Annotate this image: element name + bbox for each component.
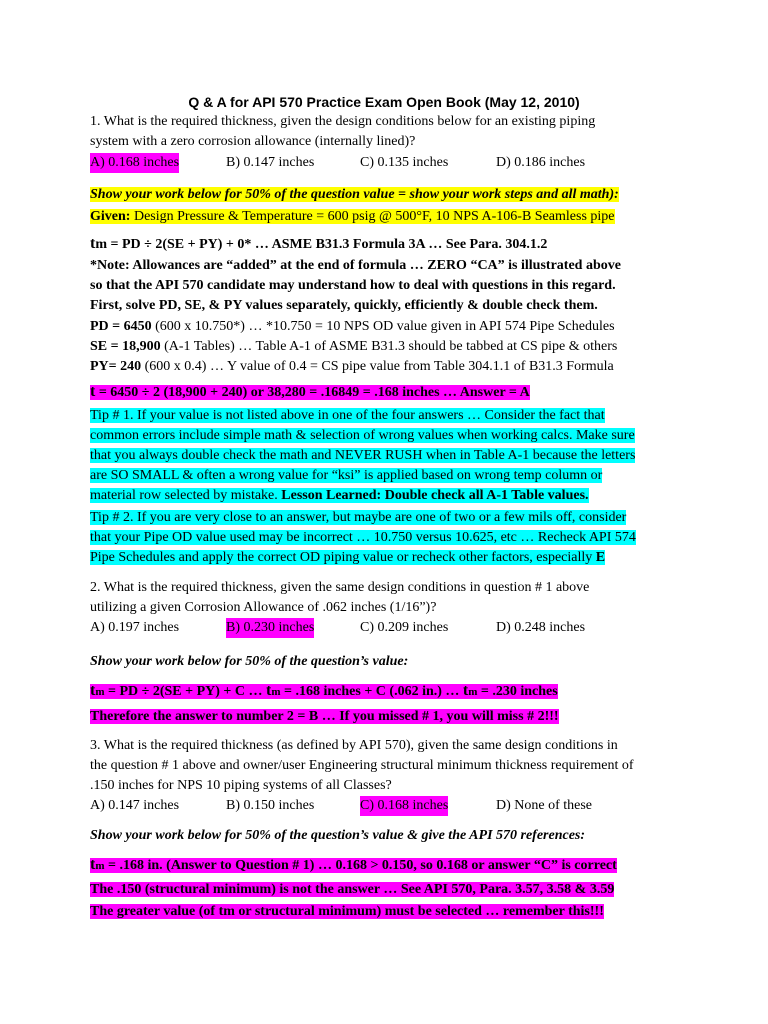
q1-answer-d: D) 0.186 inches <box>496 155 586 170</box>
q1-given-line: Given: Design Pressure & Temperature = 600 psig @ 500°F, 10 NPS A-106-B Seamless pipe <box>90 209 615 224</box>
q1-pd-line: PD = 6450 (600 x 10.750*) … *10.750 = 10 NPS OD value given in API 574 Pipe Schedules <box>90 319 615 334</box>
q2-text-line-2: utilizing a given Corrosion Allowance of .062 inches (1/16”)? <box>90 600 437 615</box>
tip1-line-2: common errors include simple math & selection of wrong values when working calcs. Make sure <box>90 428 635 443</box>
q2-conclusion: Therefore the answer to number 2 = B … If you missed # 1, you will miss # 2!!! <box>90 709 559 724</box>
q2-answer-b: B) 0.230 inches <box>226 618 314 638</box>
q3-answer-a: A) 0.147 inches <box>90 798 180 813</box>
q1-work-heading: Show your work below for 50% of the question value = show your work steps and all math): <box>90 187 619 202</box>
q2-formula-line: tm = PD ÷ 2(SE + PY) + C … tm = .168 inches + C (.062 in.) … tm = .230 inches <box>90 682 558 699</box>
q2-answer-a: A) 0.197 inches <box>90 620 180 635</box>
document-title: Q & A for API 570 Practice Exam Open Book (May 12, 2010) <box>188 94 580 110</box>
q1-result-line: t = 6450 ÷ 2 (18,900 + 240) or 38,280 = .16849 = .168 inches … Answer = A <box>90 383 530 400</box>
q1-note-line-3: First, solve PD, SE, & PY values separately, quickly, efficiently & double check them. <box>90 298 598 313</box>
q1-text-line-2: system with a zero corrosion allowance (internally lined)? <box>90 134 416 149</box>
q3-line-c: The greater value (of tm or structural minimum) must be selected … remember this!!! <box>90 904 604 919</box>
tip2-line-2: that your Pipe OD value used may be incorrect … 10.750 versus 10.625, etc … Recheck API 574 <box>90 530 636 545</box>
q1-answer-b: B) 0.147 inches <box>226 155 315 170</box>
tip1-line-5: material row selected by mistake. Lesson Learned: Double check all A-1 Table values. <box>90 488 589 503</box>
q1-formula-line: tm = PD ÷ 2(SE + PY) + 0* … ASME B31.3 Formula 3A … See Para. 304.1.2 <box>90 235 548 252</box>
q3-text-line-1: 3. What is the required thickness (as defined by API 570), given the same design conditions in <box>90 738 618 753</box>
q2-answer-d: D) 0.248 inches <box>496 620 586 635</box>
q3-formula-line: tm = .168 in. (Answer to Question # 1) … 0.168 > 0.150, so 0.168 or answer “C” is correct <box>90 856 617 873</box>
tip1-line-1: Tip # 1. If your value is not listed above in one of the four answers … Consider the fact that <box>90 408 605 423</box>
q3-text-line-3: .150 inches for NPS 10 piping systems of all Classes? <box>90 778 392 793</box>
q2-answer-c: C) 0.209 inches <box>360 620 449 635</box>
q3-answer-row <box>90 796 690 816</box>
q2-answer-row <box>90 618 690 638</box>
q1-answer-a: A) 0.168 inches <box>90 153 179 173</box>
q3-answer-d: D) None of these <box>496 798 593 813</box>
tip1-line-3: that you always double check the math and NEVER RUSH when in Table A-1 because the letters <box>90 448 636 463</box>
q2-work-heading: Show your work below for 50% of the question’s value: <box>90 654 409 669</box>
tip2-line-3: Pipe Schedules and apply the correct OD piping value or recheck other factors, especially E <box>90 550 606 565</box>
q3-line-b: The .150 (structural minimum) is not the answer … See API 570, Para. 3.57, 3.58 & 3.59 <box>90 882 615 897</box>
q3-answer-c: C) 0.168 inches <box>360 796 448 816</box>
tip2-line-1: Tip # 2. If you are very close to an answer, but maybe are one of two or a few mils off, consider <box>90 510 627 525</box>
q1-text-line-1: 1. What is the required thickness, given the design conditions below for an existing piping <box>90 114 596 129</box>
q2-text-line-1: 2. What is the required thickness, given the same design conditions in question # 1 above <box>90 580 590 595</box>
q3-answer-b: B) 0.150 inches <box>226 798 315 813</box>
q1-py-line: PY= 240 (600 x 0.4) … Y value of 0.4 = CS pipe value from Table 304.1.1 of B31.3 Formula <box>90 359 614 374</box>
q1-answer-c: C) 0.135 inches <box>360 155 449 170</box>
q1-note-line-2: so that the API 570 candidate may understand how to deal with questions in this regard. <box>90 278 616 293</box>
q3-text-line-2: the question # 1 above and owner/user Engineering structural minimum thickness requirement of <box>90 758 634 773</box>
q1-answer-row <box>90 153 690 173</box>
q1-se-line: SE = 18,900 (A-1 Tables) … Table A-1 of ASME B31.3 should be tabbed at CS pipe & others <box>90 339 618 354</box>
tip1-line-4: are SO SMALL & often a wrong value for “ksi” is applied based on wrong temp column or <box>90 468 603 483</box>
q1-note-line-1: *Note: Allowances are “added” at the end of formula … ZERO “CA” is illustrated above <box>90 258 621 273</box>
q3-work-heading: Show your work below for 50% of the question’s value & give the API 570 references: <box>90 828 586 843</box>
